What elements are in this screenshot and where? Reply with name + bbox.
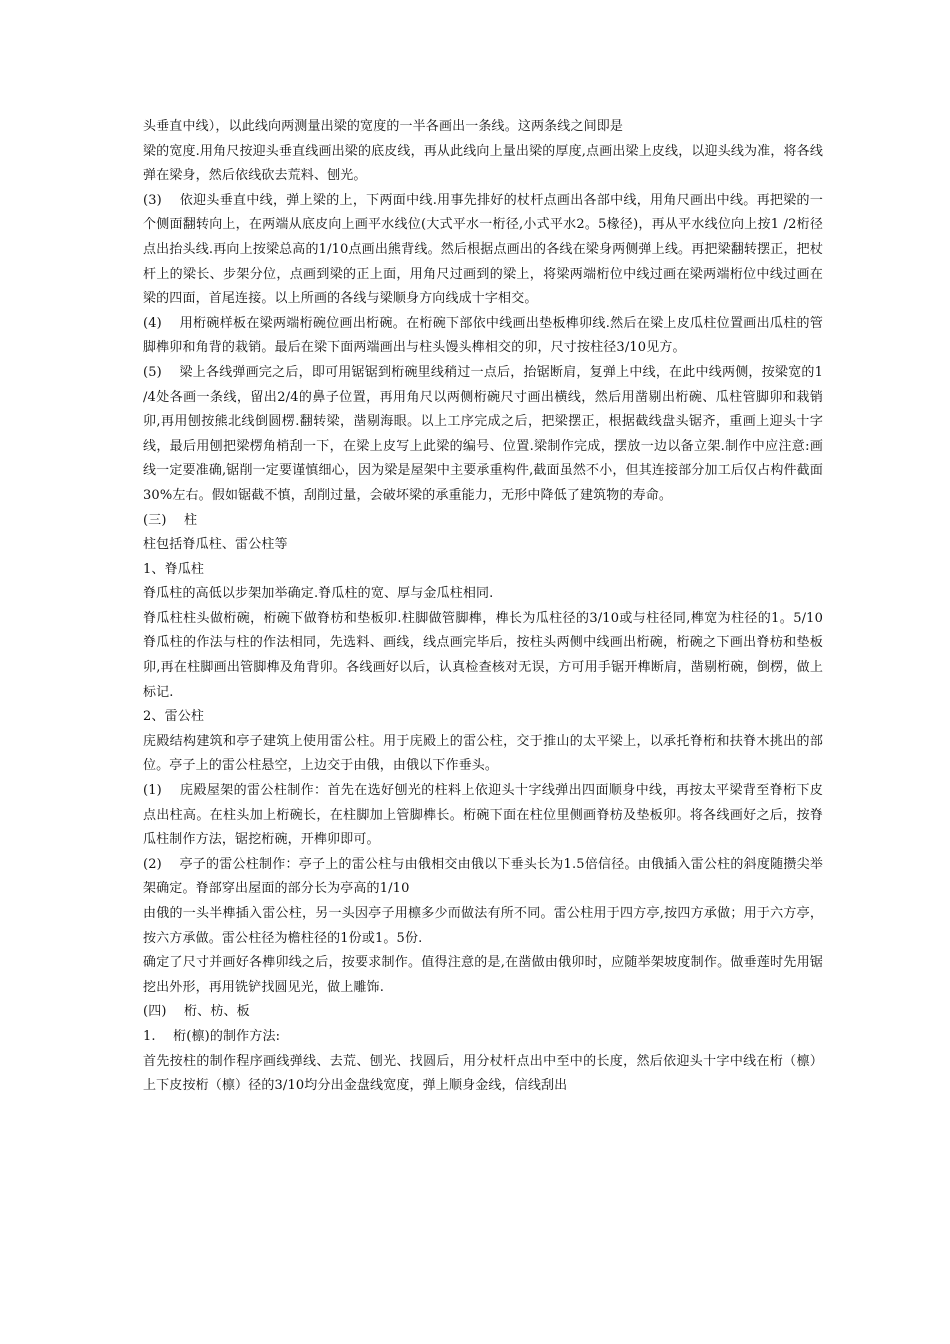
paragraph: 由俄的一头半榫插入雷公柱，另一头因亭子用檩多少而做法有所不同。雷公柱用于四方亭,按四方承做；用于六方亭，按六方承做。雷公柱径为檐柱径的1份或1。5份. xyxy=(143,906,823,946)
paragraph: (3) 依迎头垂直中线，弹上梁的上，下两面中线.用事先排好的杖杆点画出各部中线，用角尺画出中线。再把梁的一个侧面翻转向上，在两端从底皮向上画平水线位(大式平水一桁径,小式平水2。5椽径)，再从平水线位向上按1 /2桁径点出抬头线.再向上按梁总高的1/10点画出熊背线。然后根据点画出的各线在梁身两侧弹上线。再把梁翻转摆正，把杖杆上的梁长、步架分位，点画到梁的正上面，用角尺过画到的梁上，将梁两端桁位中线过画在梁两端桁位中线过画在梁的四面，首尾连接。以上所画的各线与梁顺身方向线成十字相交。 xyxy=(143,192,823,307)
section-heading: (三) 柱 xyxy=(143,512,198,528)
paragraph: (5) 梁上各线弹画完之后，即可用锯锯到桁碗里线稍过一点后，抬锯断肩，复弹上中线，在此中线两侧，按梁宽的1 /4处各画一条线，留出2/4的鼻子位置，再用角尺以两侧桁碗尺寸画出横线，然后用凿剔出桁碗、瓜柱管脚卯和栽销卯,再用刨按熊北线倒圆楞.翻转梁，凿剔海眼。以上工序完成之后，把梁摆正，根据截线盘头锯齐，重画上迎头十字线，最后用刨把梁楞角梢刮一下，在梁上皮写上此梁的编号、位置.梁制作完成，摆放一边以备立架.制作中应注意:画线一定要准确,锯削一定要谨慎细心，因为梁是屋架中主要承重构件,截面虽然不小，但其连接部分加工后仅占构件截面30%左右。假如锯截不慎，刮削过量，会破坏梁的承重能力，无形中降低了建筑物的寿命。 xyxy=(143,364,823,503)
paragraph: 首先按柱的制作程序画线弹线、去荒、刨光、找圆后，用分杖杆点出中至中的长度，然后依迎头十字中线在桁（檩）上下皮按桁（檩）径的3/10均分出金盘线宽度，弹上顺身金线，信线刮出 xyxy=(143,1053,823,1094)
section-heading: (四) 桁、枋、板 xyxy=(143,1004,250,1020)
paragraph: 脊瓜柱柱头做桁碗，桁碗下做脊枋和垫板卯.柱脚做管脚榫，榫长为瓜柱径的3/10或与柱径同,榫宽为柱径的1。5/10脊瓜柱的作法与柱的作法相同，先选料、画线，线点画完毕后，按柱头两侧中线画出桁碗，桁碗之下画出脊枋和垫板卯,再在柱脚画出管脚榫及角背卯。各线画好以后，认真检查核对无误，方可用手锯开榫断肩，凿剔桁碗，倒楞，做上标记. xyxy=(143,610,823,700)
subsection-heading: 1、脊瓜柱 xyxy=(143,561,205,577)
subsection-heading: 2、雷公柱 xyxy=(143,709,205,725)
document-body xyxy=(143,115,823,1099)
paragraph: 确定了尺寸并画好各榫卯线之后，按要求制作。值得注意的是,在凿做由俄卯时，应随举架坡度制作。做垂莲时先用锯挖出外形，再用铣铲找圆见光，做上雕饰. xyxy=(143,955,823,995)
paragraph: (4) 用桁碗样板在梁两端桁碗位画出桁碗。在桁碗下部依中线画出垫板榫卯线.然后在梁上皮瓜柱位置画出瓜柱的管脚榫卯和角背的栽销。最后在梁下面两端画出与柱头馒头榫相交的卯，尺寸按柱径3/10见方。 xyxy=(143,315,823,356)
paragraph: 柱包括脊瓜柱、雷公柱等 xyxy=(143,537,288,553)
paragraph: 脊瓜柱的高低以步架加举确定.脊瓜柱的宽、厚与金瓜柱相同. xyxy=(143,586,494,602)
subsection-heading: 1. 桁(檩)的制作方法: xyxy=(143,1028,281,1044)
paragraph: 头垂直中线），以此线向两测量出梁的宽度的一半各画出一条线。这两条线之间即是 xyxy=(143,119,624,134)
paragraph: 庑殿结构建筑和亭子建筑上使用雷公柱。用于庑殿上的雷公柱，交于推山的太平梁上，以承托脊桁和扶脊木挑出的部位。亭子上的雷公柱悬空，上边交于由俄，由俄以下作垂头。 xyxy=(143,733,823,774)
paragraph: (1) 庑殿屋架的雷公柱制作：首先在选好刨光的柱料上依迎头十字线弹出四面顺身中线，再按太平梁背至脊桁下皮点出柱高。在柱头加上桁碗长，在柱脚加上管脚榫长。桁碗下面在柱位里侧画脊枋及垫板卯。将各线画好之后，按脊瓜柱制作方法，锯挖桁碗，开榫卯即可。 xyxy=(143,783,823,848)
paragraph: (2) 亭子的雷公柱制作：亭子上的雷公柱与由俄相交由俄以下垂头长为1.5倍信径。由俄插入雷公柱的斜度随攒尖举架确定。脊部穿出屋面的部分长为亭高的1/10 xyxy=(143,856,823,897)
paragraph: 梁的宽度.用角尺按迎头垂直线画出梁的底皮线，再从此线向上量出梁的厚度,点画出梁上皮线，以迎头线为准，将各线弹在梁身，然后依线砍去荒料、刨光。 xyxy=(143,143,823,184)
